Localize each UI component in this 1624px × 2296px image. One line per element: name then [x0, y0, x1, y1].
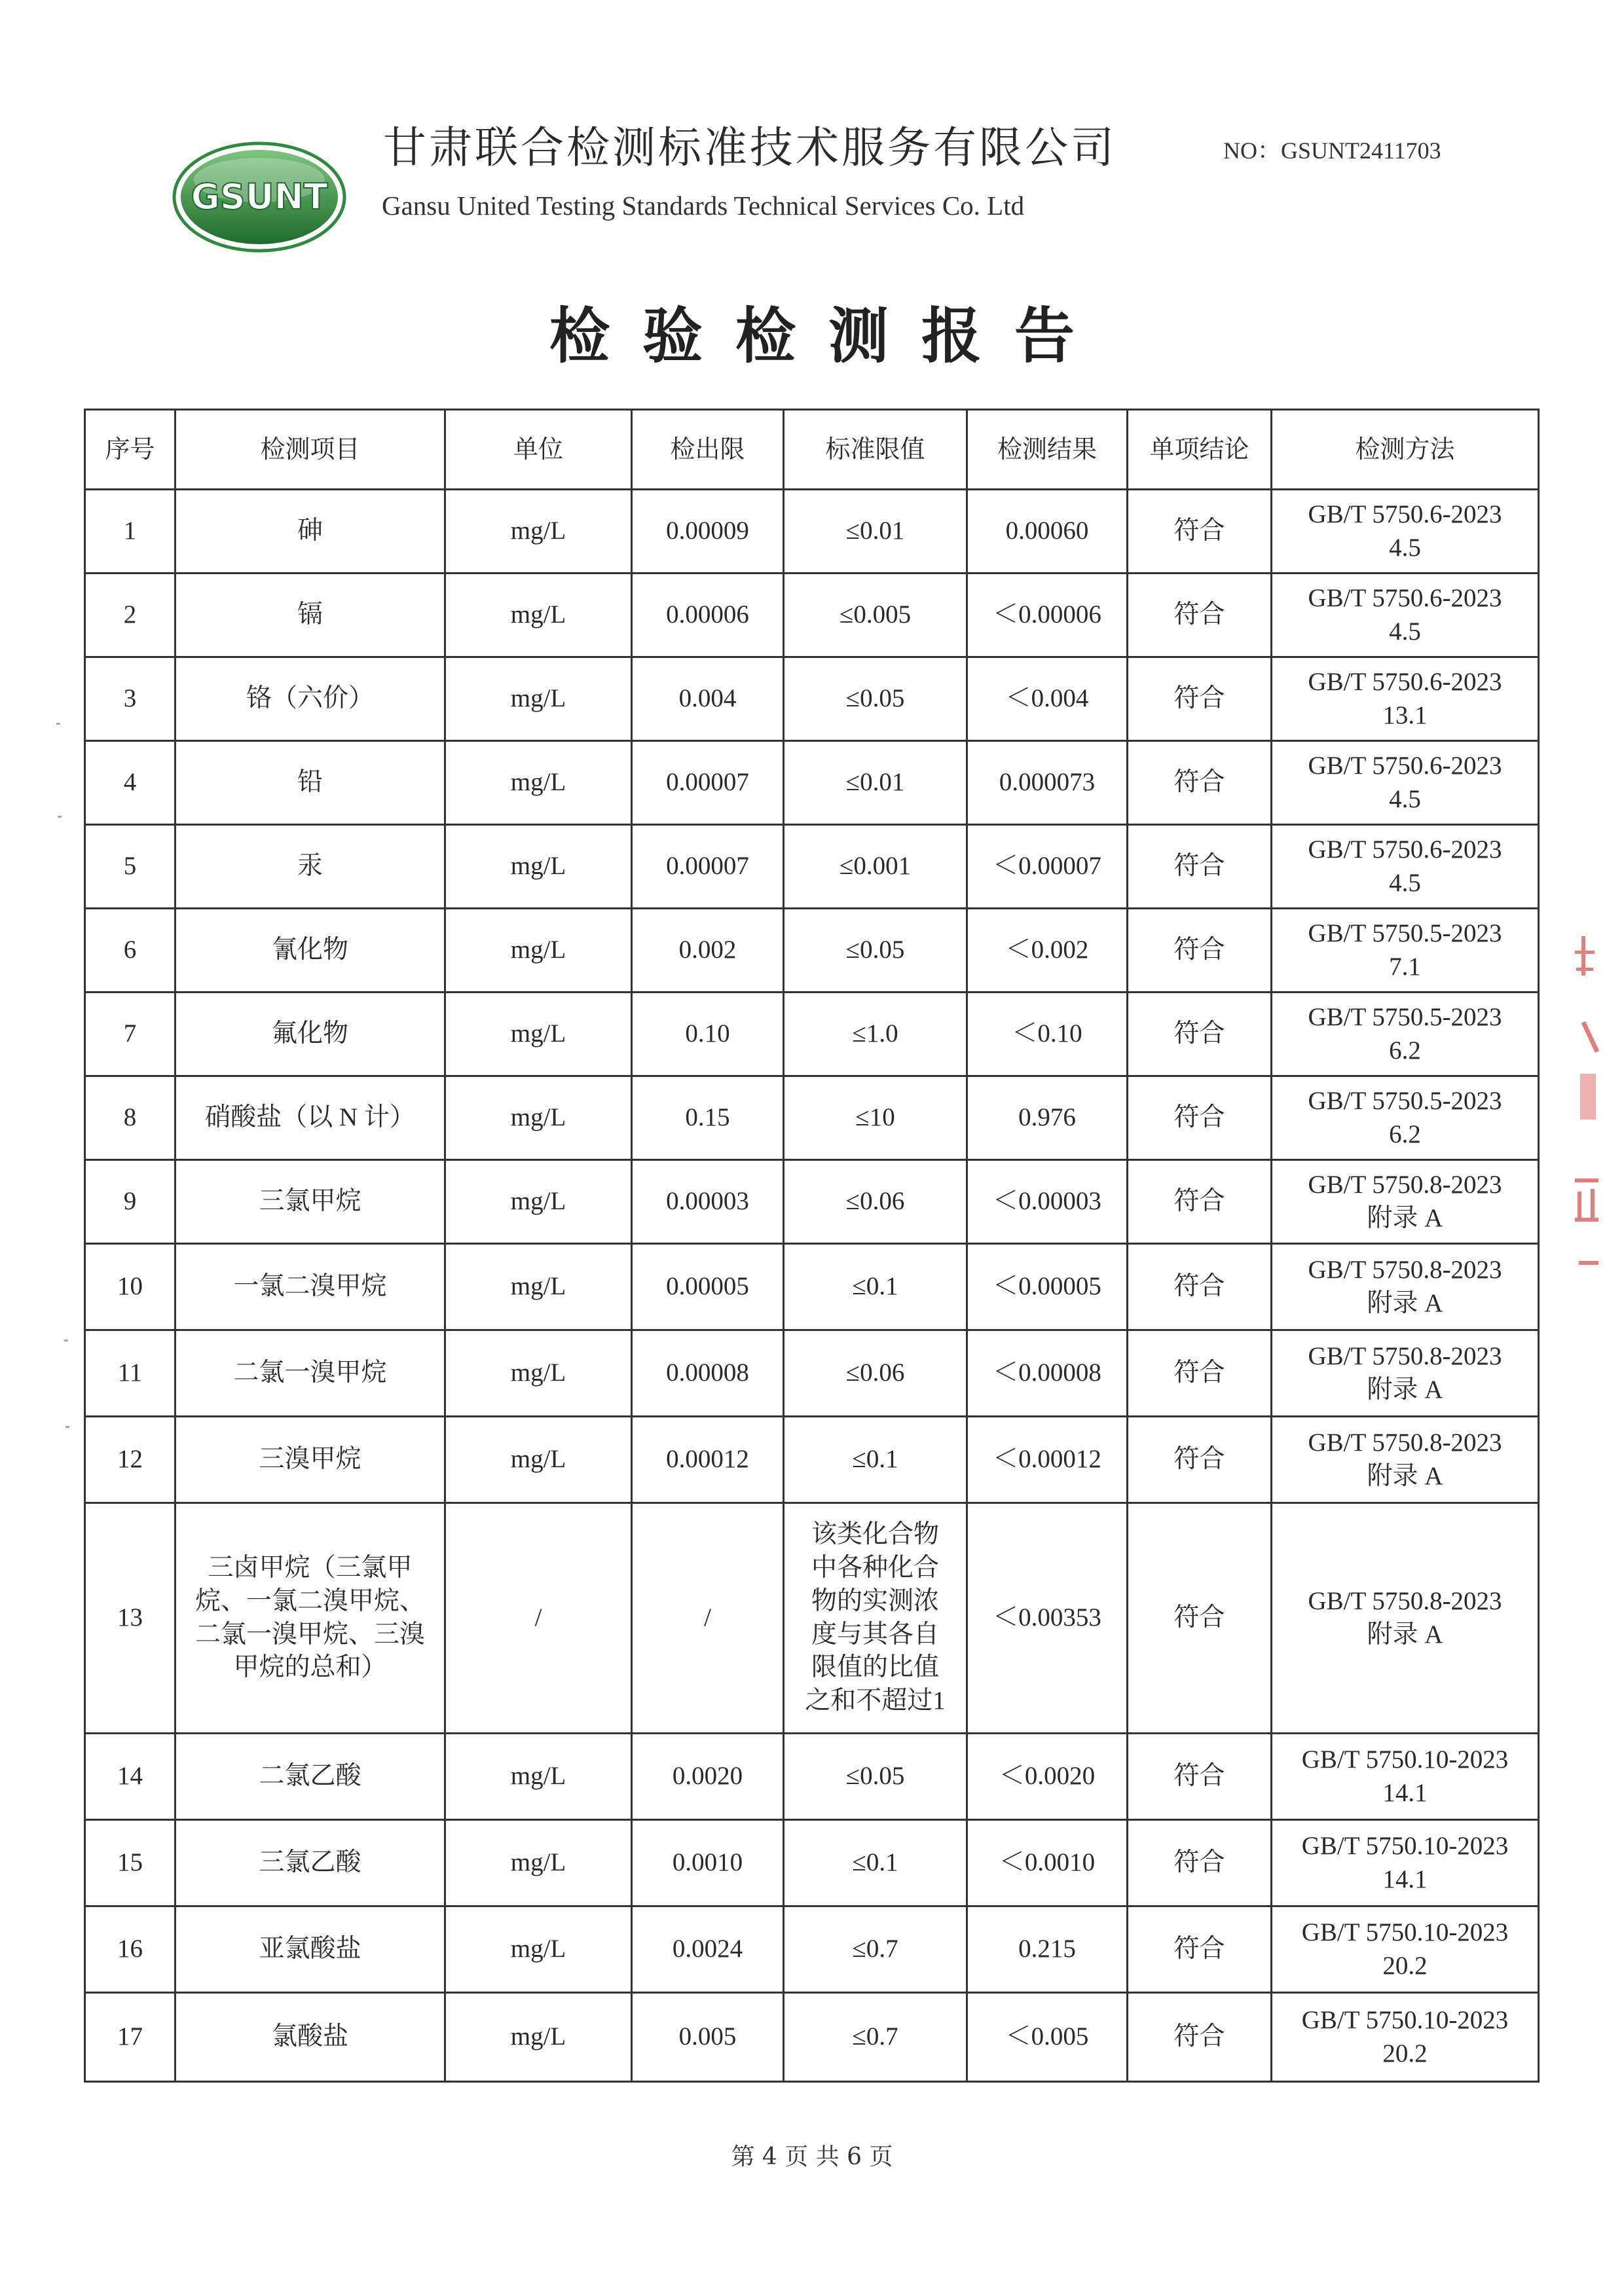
- cell-unit: mg/L: [445, 741, 632, 825]
- scan-speck: [64, 1339, 68, 1341]
- cell-lod: 0.00012: [632, 1417, 784, 1503]
- method-standard: GB/T 5750.6-2023: [1308, 500, 1502, 528]
- cell-method: [1272, 1503, 1539, 1734]
- cell-conclusion: 符合: [1128, 741, 1272, 825]
- cell-no: 2: [85, 574, 175, 657]
- cell-lod: 0.00008: [632, 1330, 784, 1417]
- table-row: [85, 1993, 1539, 2082]
- results-table: [84, 409, 1540, 2083]
- page-footer: 第 4 页 共 6 页: [731, 2143, 893, 2170]
- method-clause: 4.5: [1389, 533, 1421, 562]
- cell-lod: 0.00003: [632, 1160, 784, 1244]
- table-row: [85, 1160, 1539, 1244]
- method-standard: GB/T 5750.6-2023: [1308, 667, 1502, 696]
- cell-item: 砷: [175, 490, 445, 574]
- cell-unit: mg/L: [445, 993, 632, 1076]
- table-row: [85, 741, 1539, 825]
- cell-item: 三氯乙酸: [175, 1820, 445, 1906]
- method-clause: 20.2: [1382, 1951, 1428, 1980]
- method-standard: GB/T 5750.8-2023: [1308, 1341, 1502, 1370]
- cell-result: ＜0.0010: [967, 1820, 1128, 1906]
- method-clause: 附录 A: [1367, 1620, 1443, 1649]
- cell-limit: ≤0.1: [784, 1820, 967, 1906]
- table-row: [85, 574, 1539, 657]
- cell-method: [1272, 1993, 1539, 2082]
- cell-no: 1: [85, 490, 175, 574]
- method-standard: GB/T 5750.10-2023: [1301, 2005, 1509, 2034]
- cell-conclusion: 符合: [1128, 490, 1272, 574]
- cell-limit: ≤0.06: [784, 1330, 967, 1417]
- method-standard: GB/T 5750.8-2023: [1308, 1586, 1502, 1615]
- report-title-text: 检验检测报告: [549, 301, 1107, 371]
- cell-item: 镉: [175, 574, 445, 657]
- cell-lod: 0.10: [632, 993, 784, 1076]
- report-title: [0, 288, 1624, 374]
- company-logo: [172, 141, 347, 253]
- cell-item: 亚氯酸盐: [175, 1906, 445, 1993]
- cell-lod: 0.15: [632, 1076, 784, 1160]
- cell-method: [1272, 574, 1539, 657]
- cell-item: 一氯二溴甲烷: [175, 1244, 445, 1330]
- cell-conclusion: 符合: [1128, 1330, 1272, 1417]
- method-standard: GB/T 5750.8-2023: [1308, 1170, 1502, 1199]
- cell-unit: /: [445, 1503, 632, 1734]
- cell-lod: 0.00009: [632, 490, 784, 574]
- method-standard: GB/T 5750.5-2023: [1308, 919, 1502, 947]
- cell-conclusion: 符合: [1128, 657, 1272, 741]
- cell-result: ＜0.002: [967, 909, 1128, 993]
- cell-result: 0.00060: [967, 490, 1128, 574]
- method-clause: 附录 A: [1367, 1203, 1443, 1232]
- cell-item: 硝酸盐（以 N 计）: [175, 1076, 445, 1160]
- cell-item: 氰化物: [175, 909, 445, 993]
- cell-limit: ≤0.1: [784, 1417, 967, 1503]
- company-name-cn: 甘肃联合检测标准技术服务有限公司: [383, 122, 1116, 173]
- cell-conclusion: 符合: [1128, 1734, 1272, 1820]
- table-row: [85, 993, 1539, 1076]
- header-cell-conclusion: 单项结论: [1128, 410, 1272, 490]
- cell-conclusion: 符合: [1128, 1820, 1272, 1906]
- cell-no: 14: [85, 1734, 175, 1820]
- cell-result: 0.215: [967, 1906, 1128, 1993]
- cell-limit: ≤0.1: [784, 1244, 967, 1330]
- cell-unit: mg/L: [445, 1076, 632, 1160]
- cell-no: 15: [85, 1820, 175, 1906]
- table-row: [85, 1076, 1539, 1160]
- cell-conclusion: 符合: [1128, 1906, 1272, 1993]
- cell-lod: 0.002: [632, 909, 784, 993]
- cell-conclusion: 符合: [1128, 825, 1272, 909]
- method-standard: GB/T 5750.8-2023: [1308, 1428, 1502, 1457]
- cell-item: 二氯一溴甲烷: [175, 1330, 445, 1417]
- method-clause: 14.1: [1382, 1865, 1428, 1893]
- method-standard: GB/T 5750.10-2023: [1301, 1918, 1509, 1946]
- cell-unit: mg/L: [445, 574, 632, 657]
- cell-lod: 0.00005: [632, 1244, 784, 1330]
- cell-no: 9: [85, 1160, 175, 1244]
- table-row: [85, 1417, 1539, 1503]
- seal-stamp-fragment: [1568, 936, 1608, 1277]
- cell-item: 二氯乙酸: [175, 1734, 445, 1820]
- cell-lod: 0.00007: [632, 741, 784, 825]
- method-clause: 14.1: [1382, 1778, 1428, 1807]
- method-standard: GB/T 5750.6-2023: [1308, 751, 1502, 780]
- cell-conclusion: 符合: [1128, 574, 1272, 657]
- method-standard: GB/T 5750.8-2023: [1308, 1255, 1502, 1284]
- cell-lod: 0.00006: [632, 574, 784, 657]
- cell-result: ＜0.00003: [967, 1160, 1128, 1244]
- cell-limit: ≤10: [784, 1076, 967, 1160]
- cell-no: 13: [85, 1503, 175, 1734]
- method-clause: 4.5: [1389, 617, 1421, 646]
- logo-text: GSUNT: [191, 176, 328, 217]
- header-cell-limit: 标准限值: [784, 410, 967, 490]
- cell-conclusion: 符合: [1128, 1076, 1272, 1160]
- table-row: [85, 1330, 1539, 1417]
- report-number: NO：GSUNT2411703: [1223, 137, 1441, 164]
- cell-limit: ≤0.05: [784, 1734, 967, 1820]
- cell-limit: ≤0.05: [784, 657, 967, 741]
- method-clause: 4.5: [1389, 784, 1421, 813]
- scan-speck: [58, 816, 62, 818]
- cell-method: [1272, 1076, 1539, 1160]
- cell-unit: mg/L: [445, 490, 632, 574]
- cell-unit: mg/L: [445, 1330, 632, 1417]
- cell-unit: mg/L: [445, 1734, 632, 1820]
- cell-item: 铅: [175, 741, 445, 825]
- method-clause: 20.2: [1382, 2039, 1428, 2068]
- cell-conclusion: 符合: [1128, 909, 1272, 993]
- cell-unit: mg/L: [445, 1820, 632, 1906]
- cell-limit: ≤1.0: [784, 993, 967, 1076]
- cell-limit: ≤0.06: [784, 1160, 967, 1244]
- cell-no: 7: [85, 993, 175, 1076]
- scan-speck: [65, 1426, 69, 1428]
- cell-no: 11: [85, 1330, 175, 1417]
- cell-method: [1272, 1160, 1539, 1244]
- cell-method: [1272, 1330, 1539, 1417]
- cell-method: [1272, 1734, 1539, 1820]
- cell-lod: 0.00007: [632, 825, 784, 909]
- cell-result: ＜0.004: [967, 657, 1128, 741]
- cell-lod: 0.0020: [632, 1734, 784, 1820]
- cell-limit: ≤0.001: [784, 825, 967, 909]
- cell-result: 0.000073: [967, 741, 1128, 825]
- cell-unit: mg/L: [445, 825, 632, 909]
- method-clause: 13.1: [1382, 701, 1428, 729]
- cell-conclusion: 符合: [1128, 1993, 1272, 2082]
- header-cell-result: 检测结果: [967, 410, 1128, 490]
- cell-conclusion: 符合: [1128, 1244, 1272, 1330]
- cell-result: 0.976: [967, 1076, 1128, 1160]
- method-clause: 附录 A: [1367, 1461, 1443, 1490]
- cell-result: ＜0.0020: [967, 1734, 1128, 1820]
- header-cell-method: 检测方法: [1272, 410, 1539, 490]
- cell-result: ＜0.00012: [967, 1417, 1128, 1503]
- company-name-en: Gansu United Testing Standards Technical Services Co. Ltd: [382, 191, 1025, 221]
- cell-lod: 0.005: [632, 1993, 784, 2082]
- cell-conclusion: 符合: [1128, 1417, 1272, 1503]
- cell-method: [1272, 1417, 1539, 1503]
- cell-limit: ≤0.7: [784, 1906, 967, 1993]
- method-clause: 6.2: [1389, 1036, 1421, 1065]
- cell-method: [1272, 909, 1539, 993]
- cell-item: 汞: [175, 825, 445, 909]
- cell-limit: 该类化合物中各种化合物的实测浓度与其各自限值的比值之和不超过1: [784, 1503, 967, 1734]
- cell-conclusion: 符合: [1128, 993, 1272, 1076]
- cell-unit: mg/L: [445, 1417, 632, 1503]
- cell-conclusion: 符合: [1128, 1503, 1272, 1734]
- cell-result: ＜0.00353: [967, 1503, 1128, 1734]
- cell-no: 10: [85, 1244, 175, 1330]
- cell-result: ＜0.00006: [967, 574, 1128, 657]
- cell-limit: ≤0.05: [784, 909, 967, 993]
- cell-lod: 0.0024: [632, 1906, 784, 1993]
- method-standard: GB/T 5750.10-2023: [1301, 1831, 1509, 1860]
- table-row: [85, 1820, 1539, 1906]
- cell-no: 8: [85, 1076, 175, 1160]
- header-cell-lod: 检出限: [632, 410, 784, 490]
- cell-unit: mg/L: [445, 657, 632, 741]
- cell-method: [1272, 741, 1539, 825]
- method-standard: GB/T 5750.6-2023: [1308, 583, 1502, 612]
- method-standard: GB/T 5750.5-2023: [1308, 1002, 1502, 1031]
- cell-result: ＜0.00005: [967, 1244, 1128, 1330]
- cell-item: 氯酸盐: [175, 1993, 445, 2082]
- header-cell-item: 检测项目: [175, 410, 445, 490]
- cell-lod: /: [632, 1503, 784, 1734]
- cell-unit: mg/L: [445, 1244, 632, 1330]
- table-row: [85, 1503, 1539, 1734]
- method-standard: GB/T 5750.10-2023: [1301, 1745, 1509, 1774]
- cell-result: ＜0.00007: [967, 825, 1128, 909]
- cell-no: 16: [85, 1906, 175, 1993]
- method-clause: 4.5: [1389, 868, 1421, 897]
- table-row: [85, 1244, 1539, 1330]
- cell-unit: mg/L: [445, 1993, 632, 2082]
- cell-no: 3: [85, 657, 175, 741]
- cell-lod: 0.0010: [632, 1820, 784, 1906]
- cell-method: [1272, 657, 1539, 741]
- cell-unit: mg/L: [445, 1160, 632, 1244]
- cell-limit: ≤0.01: [784, 490, 967, 574]
- cell-limit: ≤0.005: [784, 574, 967, 657]
- table-row: [85, 1734, 1539, 1820]
- cell-method: [1272, 1906, 1539, 1993]
- table-row: [85, 909, 1539, 993]
- method-clause: 附录 A: [1367, 1288, 1443, 1317]
- cell-no: 17: [85, 1993, 175, 2082]
- cell-method: [1272, 1820, 1539, 1906]
- method-clause: 附录 A: [1367, 1375, 1443, 1404]
- cell-limit: ≤0.01: [784, 741, 967, 825]
- cell-result: ＜0.10: [967, 993, 1128, 1076]
- cell-method: [1272, 490, 1539, 574]
- cell-item: 铬（六价）: [175, 657, 445, 741]
- cell-no: 4: [85, 741, 175, 825]
- cell-item: 三溴甲烷: [175, 1417, 445, 1503]
- header-cell-unit: 单位: [445, 410, 632, 490]
- cell-result: ＜0.00008: [967, 1330, 1128, 1417]
- cell-method: [1272, 993, 1539, 1076]
- method-clause: 7.1: [1389, 952, 1421, 981]
- cell-unit: mg/L: [445, 1906, 632, 1993]
- cell-item: 三卤甲烷（三氯甲烷、一氯二溴甲烷、二氯一溴甲烷、三溴甲烷的总和）: [175, 1503, 445, 1734]
- cell-no: 5: [85, 825, 175, 909]
- cell-result: ＜0.005: [967, 1993, 1128, 2082]
- table-header-row: [85, 410, 1539, 490]
- cell-method: [1272, 825, 1539, 909]
- table-row: [85, 657, 1539, 741]
- method-standard: GB/T 5750.6-2023: [1308, 835, 1502, 864]
- scan-speck: [56, 723, 60, 725]
- cell-no: 6: [85, 909, 175, 993]
- cell-lod: 0.004: [632, 657, 784, 741]
- cell-method: [1272, 1244, 1539, 1330]
- header-cell-no: 序号: [85, 410, 175, 490]
- method-standard: GB/T 5750.5-2023: [1308, 1086, 1502, 1115]
- cell-conclusion: 符合: [1128, 1160, 1272, 1244]
- table-row: [85, 1906, 1539, 1993]
- cell-item: 三氯甲烷: [175, 1160, 445, 1244]
- cell-unit: mg/L: [445, 909, 632, 993]
- cell-limit: ≤0.7: [784, 1993, 967, 2082]
- cell-item: 氟化物: [175, 993, 445, 1076]
- method-clause: 6.2: [1389, 1120, 1421, 1148]
- table-row: [85, 825, 1539, 909]
- table-row: [85, 490, 1539, 574]
- cell-no: 12: [85, 1417, 175, 1503]
